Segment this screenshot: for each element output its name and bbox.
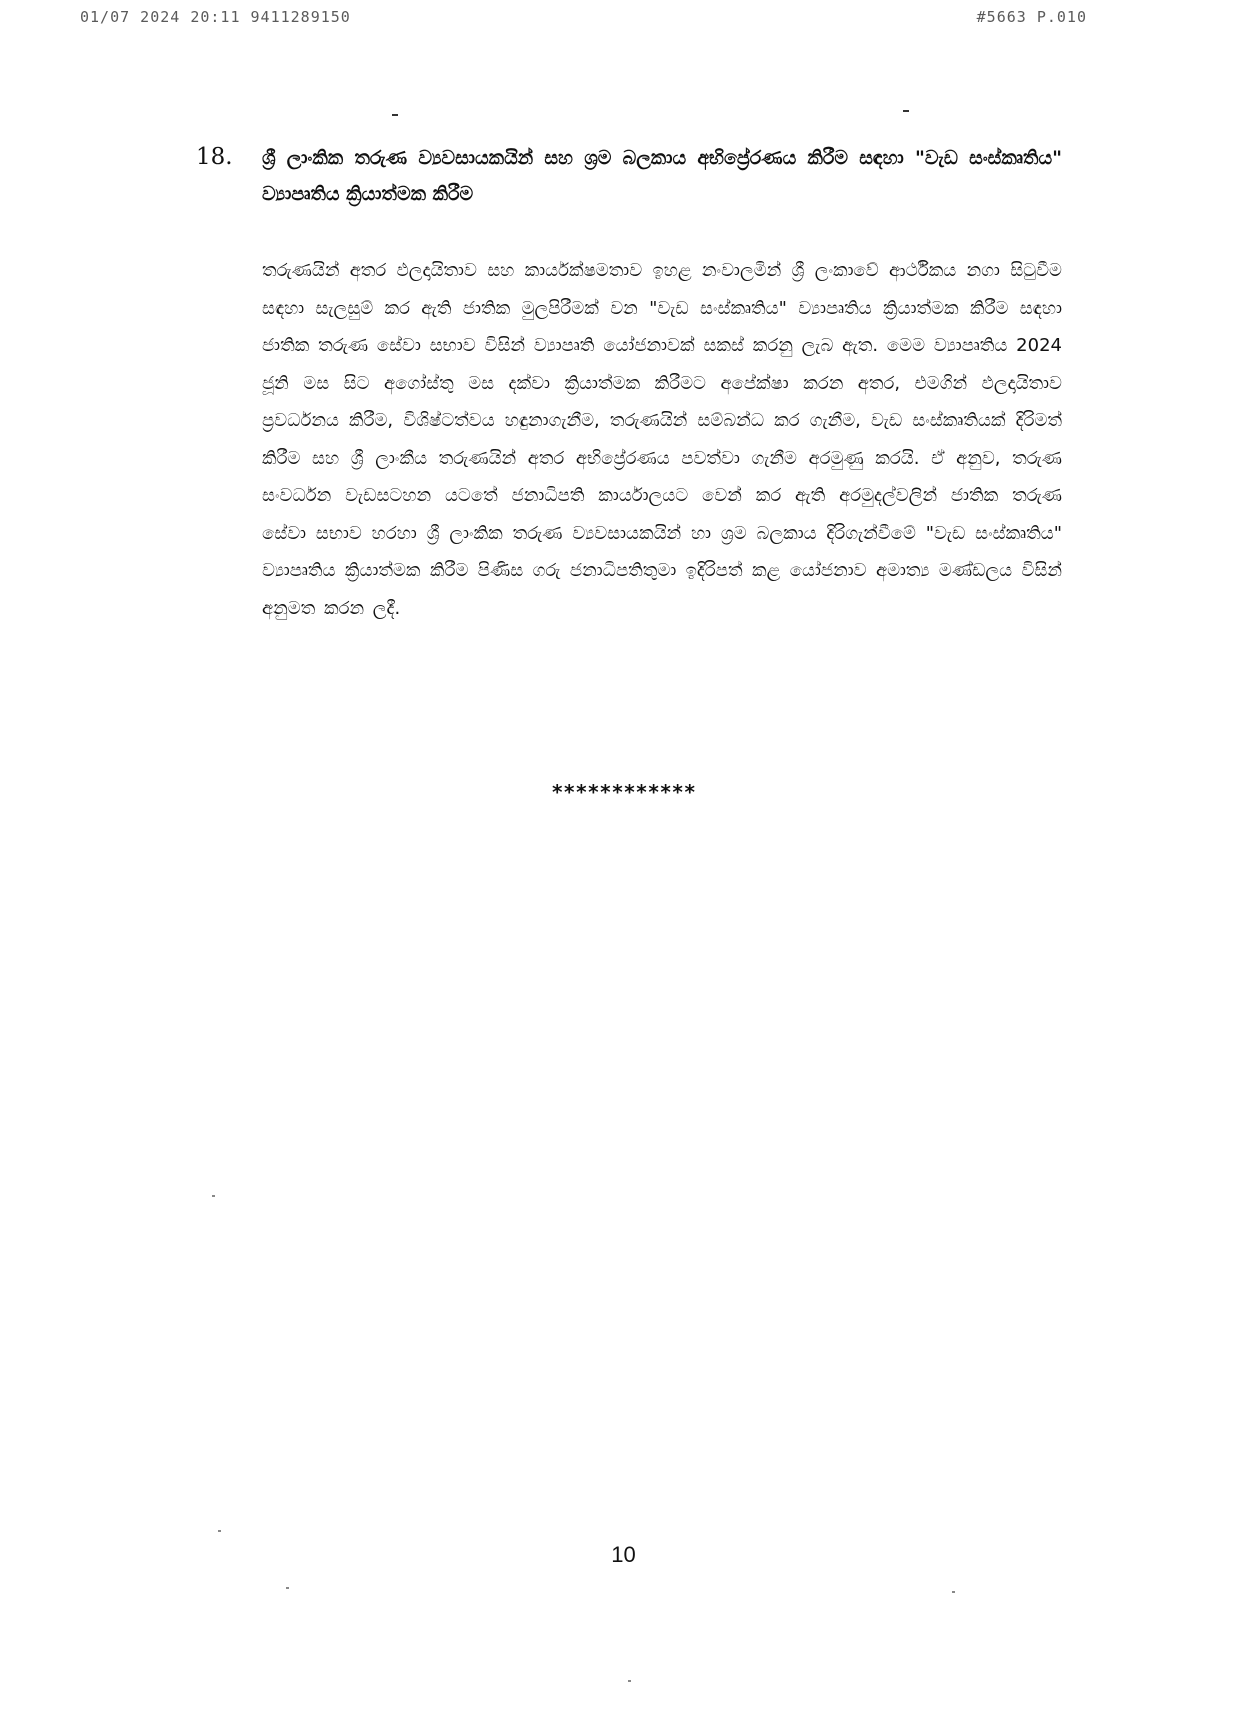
scan-mark	[392, 114, 398, 116]
scan-speck	[628, 1680, 631, 1682]
scan-mark	[903, 110, 909, 112]
section-number: 18.	[196, 144, 233, 170]
scan-speck	[952, 1591, 955, 1593]
section-heading: ශ්‍රී ලාංකික තරුණ ව්‍යවසායකයින් සහ ශ්‍රම බලකාය අභිප්‍රේරණය කිරීම සඳහා "වැඩ සංස්කෘතිය" ව්‍යාපෘතිය ක්‍රියාත්මක කිරීම	[262, 147, 1062, 205]
scan-speck	[218, 1530, 221, 1532]
scan-speck	[286, 1587, 289, 1589]
section-body: තරුණයින් අතර ඵලදායිතාව සහ කාර්යක්ෂමතාව ඉහළ නංවාලමින් ශ්‍රී ලංකාවේ ආර්ථිකය නගා සිටුවීම සඳහා සැලසුම් කර ඇති ජාතික මුලපිරීමක් වන "වැඩ සංස්කෘතිය" ව්‍යාපෘතිය ක්‍රියාත්මක කිරීම සඳහා ජාතික තරුණ සේවා සභාව විසින් ව්‍යාපෘති යෝජනාවක් සකස් කරනු ලැබ ඇත. මෙම ව්‍යාපෘතිය 2024 ජූනි මස සිට අගෝස්තු මස දක්වා ක්‍රියාත්මක කිරීමට අපේක්ෂා කරන අතර, එමගින් ඵලදායිතාව ප්‍රවර්ධනය කිරීම, විශිෂ්ටත්වය හඳුනාගැනීම, තරුණයින් සම්බන්ධ කර ගැනීම, වැඩ සංස්කෘතියක් දිරිමත් කිරීම සහ ශ්‍රී ලාංකීය තරුණයින් අතර අභිප්‍රේරණය පවත්වා ගැනීම අරමුණු කරයි. ඒ අනුව, තරුණ සංවර්ධන වැඩසටහන යටතේ ජනාධිපති කාර්යාලයට වෙන් කර ඇති අරමුදල්වලින් ජාතික තරුණ සේවා සභාව හරහා ශ්‍රී ලාංකික තරුණ ව්‍යවසායකයින් හා ශ්‍රම බලකාය දිරිගැන්වීමේ "වැඩ සංස්කෘතිය" ව්‍යාපෘතිය ක්‍රියාත්මක කිරීම පිණිස ගරු ජනාධිපතිතුමා ඉදිරිපත් කළ යෝජනාව අමාත්‍ය මණ්ඩලය විසින් අනුමත කරන ලදී.	[262, 260, 1062, 619]
fax-timestamp: 01/07 2024 20:11 9411289150	[80, 8, 351, 26]
fax-header	[0, 8, 1247, 32]
page-number: 10	[611, 1542, 636, 1567]
fax-page-id: #5663 P.010	[976, 8, 1087, 26]
scan-speck	[212, 1195, 215, 1197]
separator-asterisks: ************	[551, 780, 696, 804]
